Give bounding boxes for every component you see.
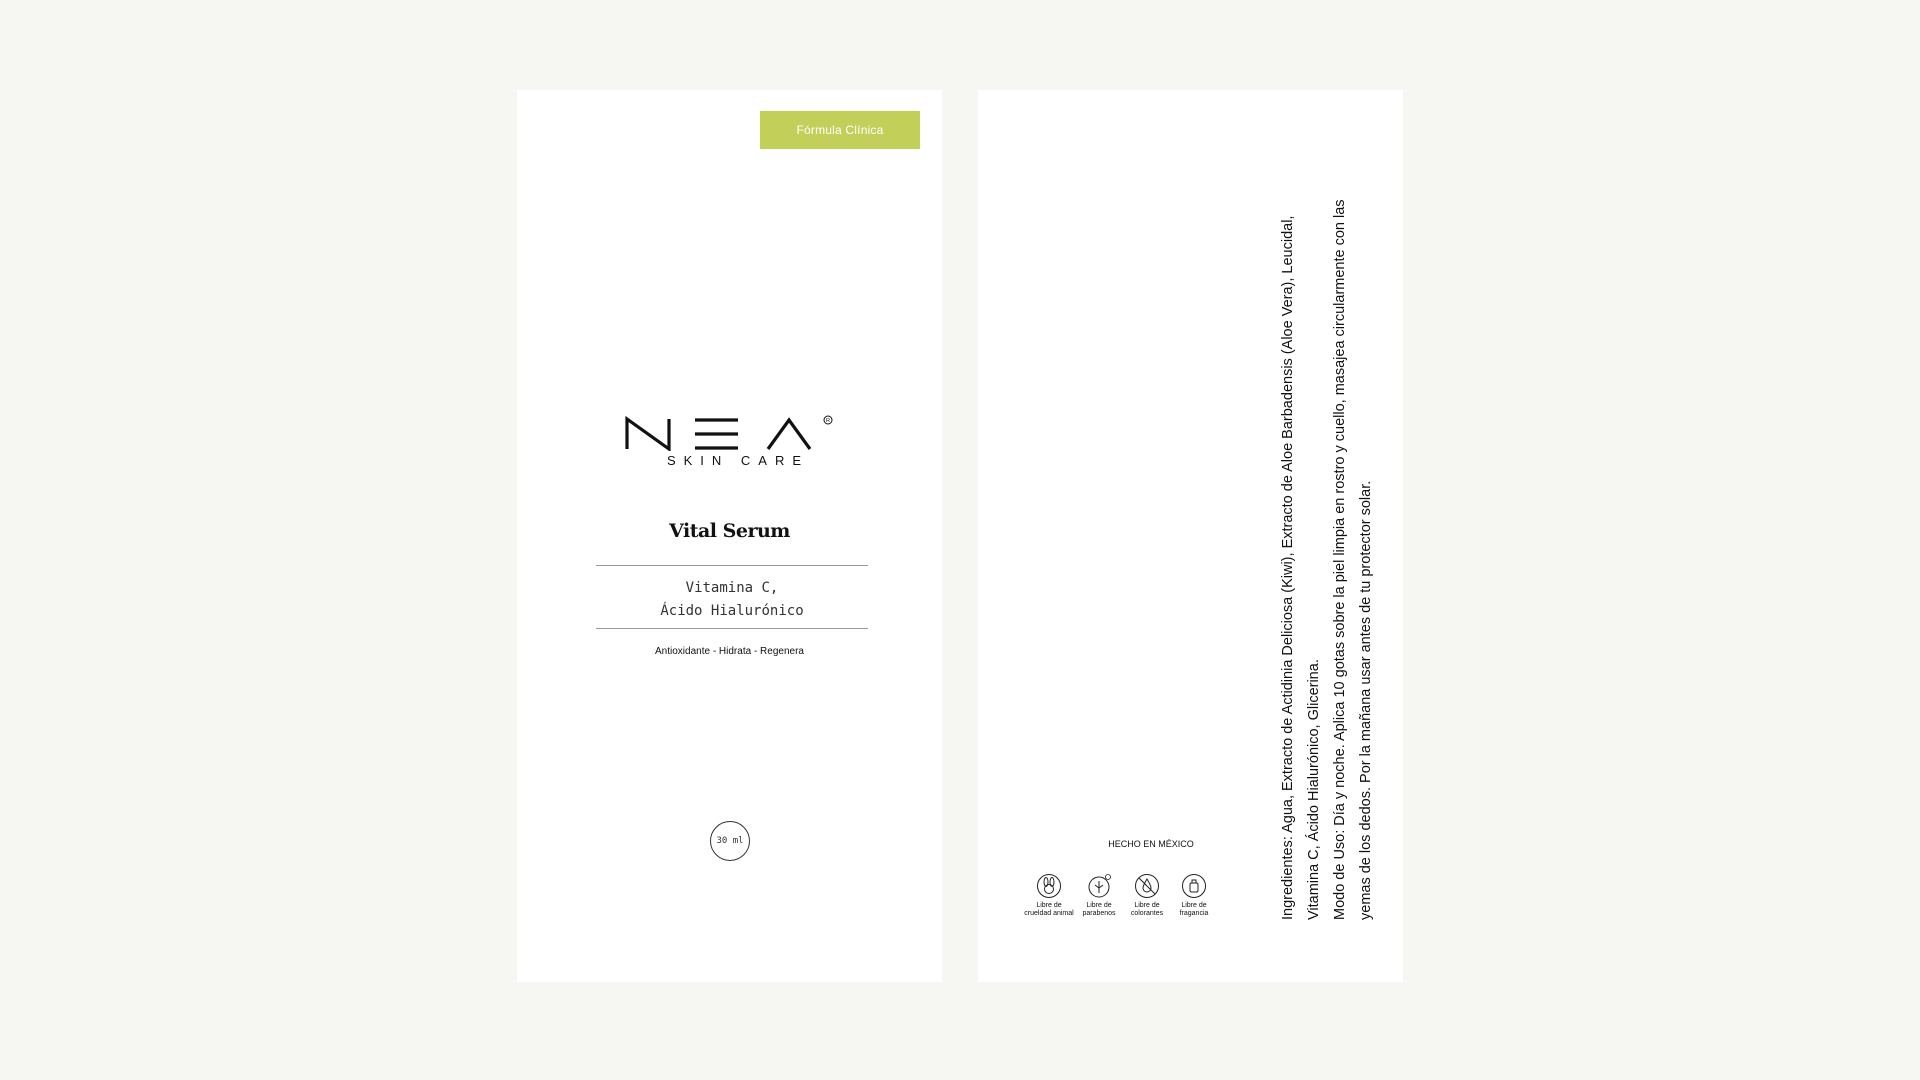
usage-label: Modo de Uso:	[1332, 829, 1348, 920]
key-ingredient-line-1: Vitamina C,	[685, 580, 779, 596]
divider-top	[596, 565, 868, 566]
made-in-text: HECHO EN MÉXICO	[1108, 839, 1194, 849]
parabens-free-label-1: Libre de	[1086, 902, 1112, 909]
key-ingredient-line-2: Ácido Hialurónico	[660, 603, 804, 619]
cruelty-free-label-1: Libre de	[1036, 902, 1062, 909]
parabens-free-label-2: parabenos	[1082, 910, 1116, 917]
ingredients-label: Ingredientes:	[1280, 836, 1296, 920]
cruelty-free-label-2: crueldad animal	[1024, 910, 1074, 917]
colorants-free-label-1: Libre de	[1134, 902, 1160, 909]
fragrance-free-icon	[1181, 873, 1207, 899]
ingredients-block	[1275, 166, 1327, 920]
usage-block	[1327, 166, 1379, 920]
benefits-text: Antioxidante - Hidrata - Regenera	[655, 646, 804, 657]
volume-badge: 30 ml	[710, 821, 750, 861]
fragrance-free-label-1: Libre de	[1181, 902, 1207, 909]
bunny-icon	[1036, 873, 1062, 899]
formula-badge: Fórmula Clínica	[760, 111, 920, 149]
fragrance-free-item	[1165, 873, 1223, 918]
colorants-free-label-2: colorantes	[1130, 910, 1164, 917]
brand-logo	[625, 415, 835, 485]
fragrance-free-label-2: fragancia	[1179, 910, 1209, 917]
brand-subtitle: SKIN CARE	[666, 453, 810, 468]
ingredients-text: Agua, Extracto de Actidinia Deliciosa (Kiwi), Extracto de Aloe Barbadensis (Aloe Vera), Leucidal, Vitamina C, Ácido Hialurónico, Glicerina.	[1280, 215, 1322, 920]
divider-bottom	[596, 628, 868, 629]
colorants-free-icon	[1134, 873, 1160, 899]
nea-wordmark-icon	[625, 415, 835, 451]
label-front-panel	[517, 90, 942, 982]
key-ingredients	[596, 577, 868, 623]
svg-text:R: R	[826, 418, 830, 425]
usage-text: Día y noche. Aplica 10 gotas sobre la piel limpia en rostro y cuello, masajea circularmente con las yemas de los dedos. Por la mañana usar antes de tu protector solar.	[1332, 199, 1374, 920]
product-name: Vital Serum	[669, 520, 790, 542]
label-back-panel	[978, 90, 1403, 982]
parabens-free-icon	[1086, 873, 1112, 899]
